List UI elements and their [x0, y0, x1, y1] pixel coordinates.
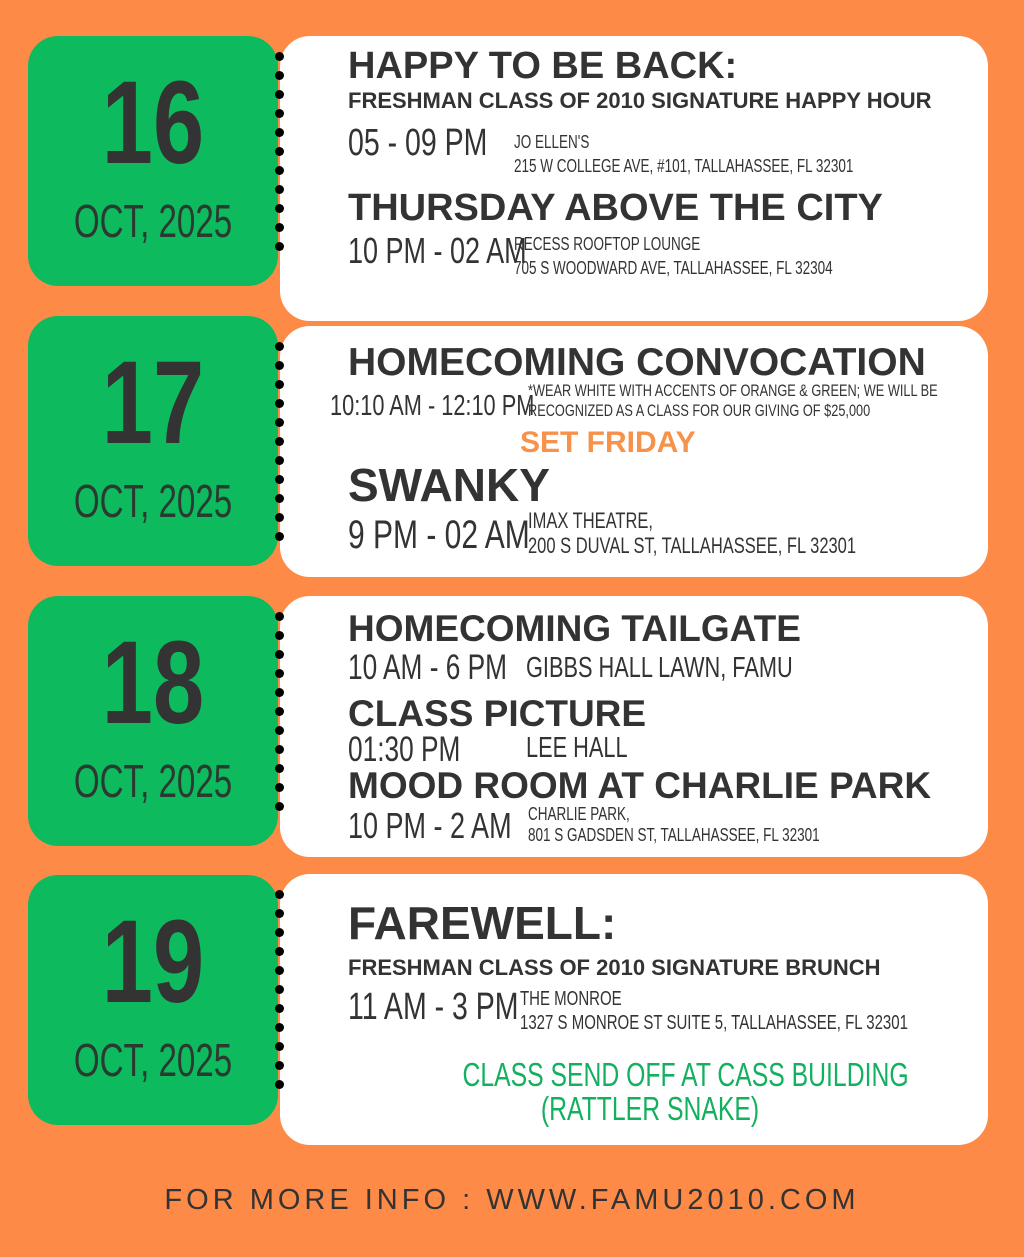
- perforation-dots: [275, 612, 285, 821]
- perforation-dot: [275, 909, 284, 918]
- perforation-dot: [275, 71, 284, 80]
- month-year: OCT, 2025: [73, 195, 233, 247]
- date-box-16: [28, 36, 278, 286]
- venue-name: RECESS ROOFTOP LOUNGE: [514, 234, 701, 254]
- perforation-dot: [275, 1004, 284, 1013]
- perforation-dot: [275, 437, 284, 446]
- event-time: 10 PM - 2 AM: [348, 805, 512, 846]
- day-number: 18: [101, 617, 205, 749]
- venue-name: JO ELLEN'S: [514, 132, 590, 152]
- perforation-dot: [275, 109, 284, 118]
- perforation-dot: [275, 380, 284, 389]
- perforation-dot: [275, 1061, 284, 1070]
- event-note: RECOGNIZED AS A CLASS FOR OUR GIVING OF $25,000: [528, 401, 871, 420]
- event-time: 05 - 09 PM: [348, 122, 488, 164]
- venue-name: THE MONROE: [520, 988, 622, 1010]
- perforation-dot: [275, 612, 284, 621]
- event-title: SWANKY: [348, 459, 550, 511]
- perforation-dots: [275, 52, 285, 261]
- month-year: OCT, 2025: [73, 475, 233, 527]
- perforation-dot: [275, 890, 284, 899]
- perforation-dot: [275, 688, 284, 697]
- venue-address: 200 S DUVAL ST, TALLAHASSEE, FL 32301: [528, 533, 857, 558]
- venue-name: LEE HALL: [526, 732, 628, 764]
- event-title: FAREWELL:: [348, 897, 617, 949]
- perforation-dots: [275, 342, 285, 551]
- perforation-dot: [275, 52, 284, 61]
- perforation-dot: [275, 802, 284, 811]
- perforation-dot: [275, 966, 284, 975]
- perforation-dot: [275, 147, 284, 156]
- perforation-dot: [275, 947, 284, 956]
- event-title: THURSDAY ABOVE THE CITY: [348, 187, 883, 229]
- event-subtitle: FRESHMAN CLASS OF 2010 SIGNATURE HAPPY HOUR: [348, 88, 932, 113]
- perforation-dot: [275, 631, 284, 640]
- perforation-dots: [275, 890, 285, 1099]
- event-title: MOOD ROOM AT CHARLIE PARK: [348, 765, 932, 806]
- event-title: HOMECOMING CONVOCATION: [348, 341, 926, 384]
- perforation-dot: [275, 456, 284, 465]
- perforation-dot: [275, 985, 284, 994]
- perforation-dot: [275, 745, 284, 754]
- perforation-dot: [275, 204, 284, 213]
- perforation-dot: [275, 783, 284, 792]
- perforation-dot: [275, 342, 284, 351]
- date-box-19: [28, 875, 278, 1125]
- note-line: (RATTLER SNAKE): [540, 1090, 760, 1127]
- perforation-dot: [275, 399, 284, 408]
- perforation-dot: [275, 669, 284, 678]
- venue-name: IMAX THEATRE,: [528, 508, 653, 533]
- event-time: 10 PM - 02 AM: [348, 230, 527, 271]
- footer-info: FOR MORE INFO : WWW.FAMU2010.COM: [164, 1184, 860, 1216]
- event-title: HAPPY TO BE BACK:: [348, 45, 738, 87]
- perforation-dot: [275, 494, 284, 503]
- event-time: 11 AM - 3 PM: [348, 986, 519, 1028]
- venue-address: 215 W COLLEGE AVE, #101, TALLAHASSEE, FL 32301: [514, 156, 854, 176]
- perforation-dot: [275, 361, 284, 370]
- perforation-dot: [275, 1023, 284, 1032]
- event-note: *WEAR WHITE WITH ACCENTS OF ORANGE & GREEN; WE WILL BE: [528, 381, 938, 400]
- perforation-dot: [275, 532, 284, 541]
- perforation-dot: [275, 242, 284, 251]
- note-line: CLASS SEND OFF AT CASS BUILDING: [462, 1056, 909, 1093]
- day-number: 16: [101, 57, 205, 189]
- perforation-dot: [275, 418, 284, 427]
- venue-name: CHARLIE PARK,: [528, 804, 630, 824]
- event-title: CLASS PICTURE: [348, 693, 647, 734]
- event-title: HOMECOMING TAILGATE: [348, 608, 801, 649]
- perforation-dot: [275, 764, 284, 773]
- month-year: OCT, 2025: [73, 1034, 233, 1086]
- event-subtitle: FRESHMAN CLASS OF 2010 SIGNATURE BRUNCH: [348, 955, 881, 980]
- date-box-18: [28, 596, 278, 846]
- event-time: 01:30 PM: [348, 730, 461, 769]
- perforation-dot: [275, 513, 284, 522]
- perforation-dot: [275, 475, 284, 484]
- perforation-dot: [275, 1042, 284, 1051]
- set-label: SET FRIDAY: [520, 426, 696, 459]
- venue-address: 1327 S MONROE ST SUITE 5, TALLAHASSEE, FL 32301: [520, 1012, 908, 1034]
- perforation-dot: [275, 928, 284, 937]
- perforation-dot: [275, 1080, 284, 1089]
- date-box-17: [28, 316, 278, 566]
- event-time: 10:10 AM - 12:10 PM: [330, 390, 535, 422]
- perforation-dot: [275, 650, 284, 659]
- event-time: 9 PM - 02 AM: [348, 513, 530, 557]
- perforation-dot: [275, 166, 284, 175]
- day-number: 17: [101, 337, 205, 469]
- venue-name: GIBBS HALL LAWN, FAMU: [526, 652, 793, 684]
- day-number: 19: [101, 896, 205, 1028]
- perforation-dot: [275, 707, 284, 716]
- perforation-dot: [275, 90, 284, 99]
- perforation-dot: [275, 726, 284, 735]
- perforation-dot: [275, 185, 284, 194]
- month-year: OCT, 2025: [73, 755, 233, 807]
- event-time: 10 AM - 6 PM: [348, 648, 508, 687]
- perforation-dot: [275, 223, 284, 232]
- send-off-note: [400, 1056, 909, 1127]
- venue-address: 705 S WOODWARD AVE, TALLAHASSEE, FL 32304: [514, 258, 833, 278]
- perforation-dot: [275, 128, 284, 137]
- venue-address: 801 S GADSDEN ST, TALLAHASSEE, FL 32301: [528, 825, 820, 845]
